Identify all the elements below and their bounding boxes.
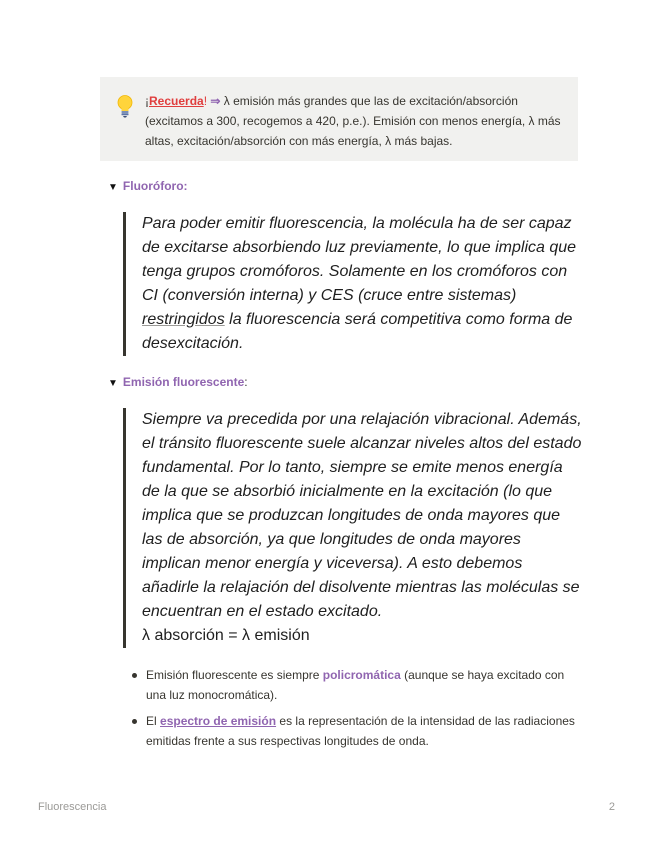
bullet-text: (aunque se haya excitado con una luz monocromática). xyxy=(146,668,565,702)
quote-formula: λ absorción = λ emisión xyxy=(142,627,310,644)
callout-open: ¡ xyxy=(145,94,149,108)
arrow-icon: ⇒ xyxy=(210,94,221,108)
footer-title: Fluorescencia xyxy=(38,801,107,813)
bullet-link[interactable]: espectro de emisión xyxy=(160,714,277,728)
page-number: 2 xyxy=(608,801,615,813)
toggle-colon: : xyxy=(244,375,248,389)
quote-emision xyxy=(123,408,582,648)
callout-keyword: Recuerda xyxy=(149,94,204,108)
list-item xyxy=(130,665,580,705)
bullet-highlight: policromática xyxy=(322,668,401,682)
quote-underlined-term: restringidos xyxy=(142,311,225,328)
quote-fluoroforo xyxy=(123,212,582,356)
toggle-emision[interactable] xyxy=(108,374,248,392)
triangle-down-icon[interactable]: ▼ xyxy=(108,378,118,389)
toggle-fluoroforo[interactable] xyxy=(108,178,188,196)
bullet-text: Emisión fluorescente es siempre xyxy=(146,668,323,682)
toggle-title-fluoroforo: Fluoróforo: xyxy=(122,179,188,193)
callout-text xyxy=(145,91,570,151)
bullet-text: es la representación de la intensidad de las radiaciones emitidas frente a sus respectivas longitudes de onda. xyxy=(146,714,575,748)
callout-box xyxy=(100,77,578,161)
toggle-title-emision: Emisión fluorescente xyxy=(122,375,245,389)
bullet-text: El xyxy=(146,714,161,728)
callout-body: λ emisión más grandes que las de excitación/absorción (excitamos a 300, recogemos a 420, p.e.). Emisión con menos energía, λ más altas, excitación/absorción con más energía, λ más bajas. xyxy=(145,94,561,148)
quote-text-end: la fluorescencia será competitiva como forma de desexcitación. xyxy=(142,311,573,352)
quote-text: Siempre va precedida por una relajación vibracional. Además, el tránsito fluorescente suele alcanzar niveles altos del estado fundamental. Por lo tanto, siempre se emite menos energía de la que se absorbió inicialmente en la excitación (lo que implica que se produzcan longitudes de onda mayores que las de absorción, ya que longitudes de onda mayores implican menor energía y viceversa). A esto debemos añadirle la relajación del disolvente mientras las moléculas se encuentran en el estado excitado. xyxy=(142,411,582,620)
bullet-list xyxy=(130,665,580,757)
list-item xyxy=(130,711,580,751)
quote-text: Para poder emitir fluorescencia, la molécula ha de ser capaz de excitarse absorbiendo luz previamente, lo que implica que tenga grupos cromóforos. Solamente en los cromóforos con CI (conversión interna) y CES (cruce entre sistemas) xyxy=(142,215,577,304)
callout-bang: ! xyxy=(203,94,208,108)
triangle-down-icon[interactable]: ▼ xyxy=(108,182,118,193)
lightbulb-icon xyxy=(116,94,134,118)
